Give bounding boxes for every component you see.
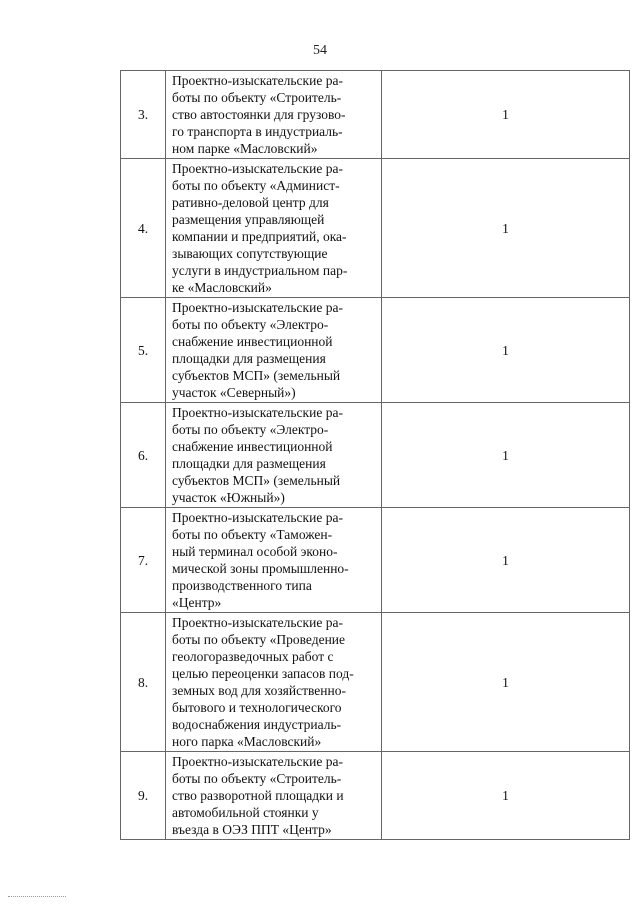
description-line: Проектно-изыскательские ра- [172,615,343,630]
row-description [166,752,382,840]
table-row [121,298,630,403]
description-line: компании и предприятий, ока- [172,229,347,244]
row-description [166,159,382,298]
description-line: боты по объекту «Строитель- [172,90,342,105]
description-line: водоснабжения индустриаль- [172,717,342,732]
description-line: зывающих сопутствующие [172,246,328,261]
description-line: боты по объекту «Админист- [172,178,340,193]
table-row [121,71,630,159]
description-line: «Центр» [172,595,222,610]
description-line: участок «Южный») [172,490,285,505]
row-quantity: 1 [382,71,630,159]
table-row [121,403,630,508]
description-line: участок «Северный») [172,385,296,400]
description-line: боты по объекту «Электро- [172,422,329,437]
description-line: Проектно-изыскательские ра- [172,73,343,88]
description-line: ного парка «Масловский» [172,734,322,749]
footer-mark [8,896,66,897]
row-quantity: 1 [382,159,630,298]
description-line: размещения управляющей [172,212,325,227]
description-line: го транспорта в индустриаль- [172,124,343,139]
row-number: 5. [121,298,166,403]
description-line: боты по объекту «Проведение [172,632,346,647]
description-line: ный терминал особой эконо- [172,544,338,559]
table-body [121,71,630,840]
description-line: ство автостоянки для грузово- [172,107,346,122]
description-line: земных вод для хозяйственно- [172,683,346,698]
table-row [121,508,630,613]
description-line: площадки для размещения [172,351,326,366]
document-table [120,70,630,840]
row-number: 3. [121,71,166,159]
row-number: 8. [121,613,166,752]
description-line: ративно-деловой центр для [172,195,329,210]
row-description [166,71,382,159]
description-line: Проектно-изыскательские ра- [172,510,343,525]
description-line: боты по объекту «Электро- [172,317,329,332]
description-line: ке «Масловский» [172,280,272,295]
table-row [121,752,630,840]
description-line: мической зоны промышленно- [172,561,349,576]
row-number: 9. [121,752,166,840]
description-line: целью переоценки запасов под- [172,666,354,681]
description-line: услуги в индустриальном пар- [172,263,348,278]
description-line: субъектов МСП» (земельный [172,368,341,383]
row-description [166,403,382,508]
description-line: Проектно-изыскательские ра- [172,300,343,315]
description-line: площадки для размещения [172,456,326,471]
row-quantity: 1 [382,613,630,752]
description-line: въезда в ОЭЗ ППТ «Центр» [172,822,332,837]
page-number: 54 [313,43,327,58]
row-quantity: 1 [382,403,630,508]
table-row [121,159,630,298]
description-line: снабжение инвестиционной [172,439,333,454]
description-line: ном парке «Масловский» [172,141,318,156]
row-number: 7. [121,508,166,613]
description-line: Проектно-изыскательские ра- [172,405,343,420]
description-line: автомобильной стоянки у [172,805,319,820]
row-quantity: 1 [382,298,630,403]
description-line: Проектно-изыскательские ра- [172,754,343,769]
description-line: ство разворотной площадки и [172,788,344,803]
row-number: 4. [121,159,166,298]
description-line: Проектно-изыскательские ра- [172,161,343,176]
row-quantity: 1 [382,752,630,840]
description-line: производственного типа [172,578,312,593]
row-description [166,508,382,613]
description-line: субъектов МСП» (земельный [172,473,341,488]
row-number: 6. [121,403,166,508]
row-description [166,613,382,752]
description-line: снабжение инвестиционной [172,334,333,349]
description-line: боты по объекту «Таможен- [172,527,333,542]
description-line: геологоразведочных работ с [172,649,334,664]
description-line: боты по объекту «Строитель- [172,771,342,786]
row-quantity: 1 [382,508,630,613]
description-line: бытового и технологического [172,700,342,715]
row-description [166,298,382,403]
table-row [121,613,630,752]
